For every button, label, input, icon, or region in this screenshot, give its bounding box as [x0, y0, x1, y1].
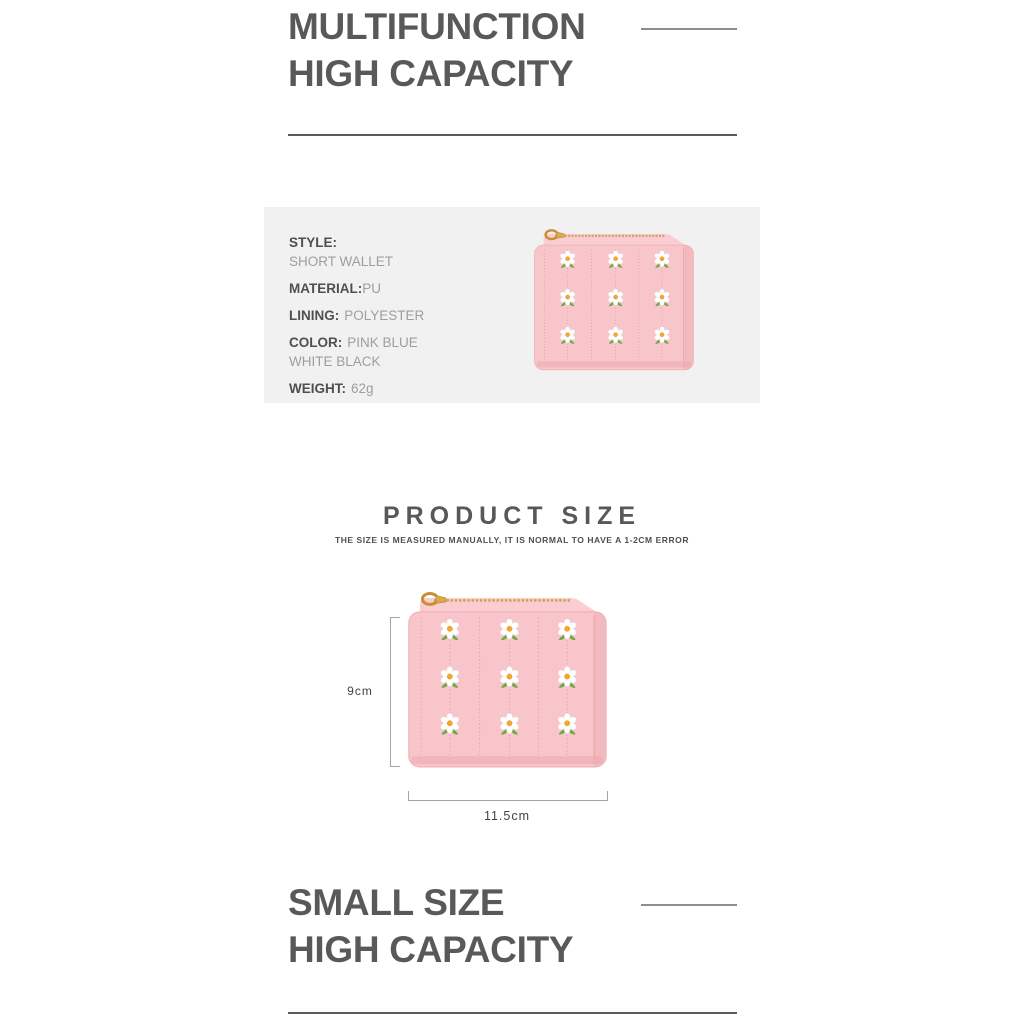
height-measure-label: 9cm [347, 684, 373, 698]
specs-list [289, 233, 441, 406]
spec-value: PINK BLUE [347, 335, 418, 350]
spec-value: POLYESTER [344, 308, 425, 323]
spec-row-weight [289, 379, 441, 398]
heading-line-1: MULTIFUNCTION [288, 6, 586, 47]
spec-value: SHORT WALLET [289, 254, 394, 269]
spec-value: PU [362, 281, 382, 296]
spec-label: MATERIAL: [289, 281, 363, 296]
heading-line-2: HIGH CAPACITY [288, 53, 574, 94]
wallet-illustration-small [534, 228, 694, 371]
specs-panel [264, 207, 760, 403]
spec-label: COLOR: [289, 335, 343, 350]
spec-row-material [289, 279, 441, 298]
spec-value: 62g [351, 381, 374, 396]
spec-value-line2: WHITE BLACK [289, 354, 381, 369]
product-size-subtitle: THE SIZE IS MEASURED MANUALLY, IT IS NORMAL TO HAVE A 1-2CM ERROR [334, 535, 690, 545]
spec-row-color [289, 333, 441, 371]
spec-row-lining [289, 306, 441, 325]
section-heading-multifunction [288, 3, 586, 97]
section-divider [288, 134, 737, 136]
decorative-accent-line [641, 904, 737, 906]
spec-row-style [289, 233, 441, 271]
decorative-accent-line [641, 28, 737, 30]
width-measure-label: 11.5cm [483, 809, 531, 823]
heading-line-2: HIGH CAPACITY [288, 929, 574, 970]
width-measure-bracket [408, 791, 608, 801]
section-divider [288, 1012, 737, 1014]
product-size-title: PRODUCT SIZE [382, 502, 642, 530]
wallet-illustration-large [408, 591, 607, 768]
section-heading-small-size [288, 879, 573, 973]
spec-label: WEIGHT: [289, 381, 346, 396]
height-measure-bracket [390, 617, 400, 767]
spec-label: LINING: [289, 308, 340, 323]
spec-label: STYLE: [289, 235, 338, 250]
heading-line-1: SMALL SIZE [288, 882, 505, 923]
